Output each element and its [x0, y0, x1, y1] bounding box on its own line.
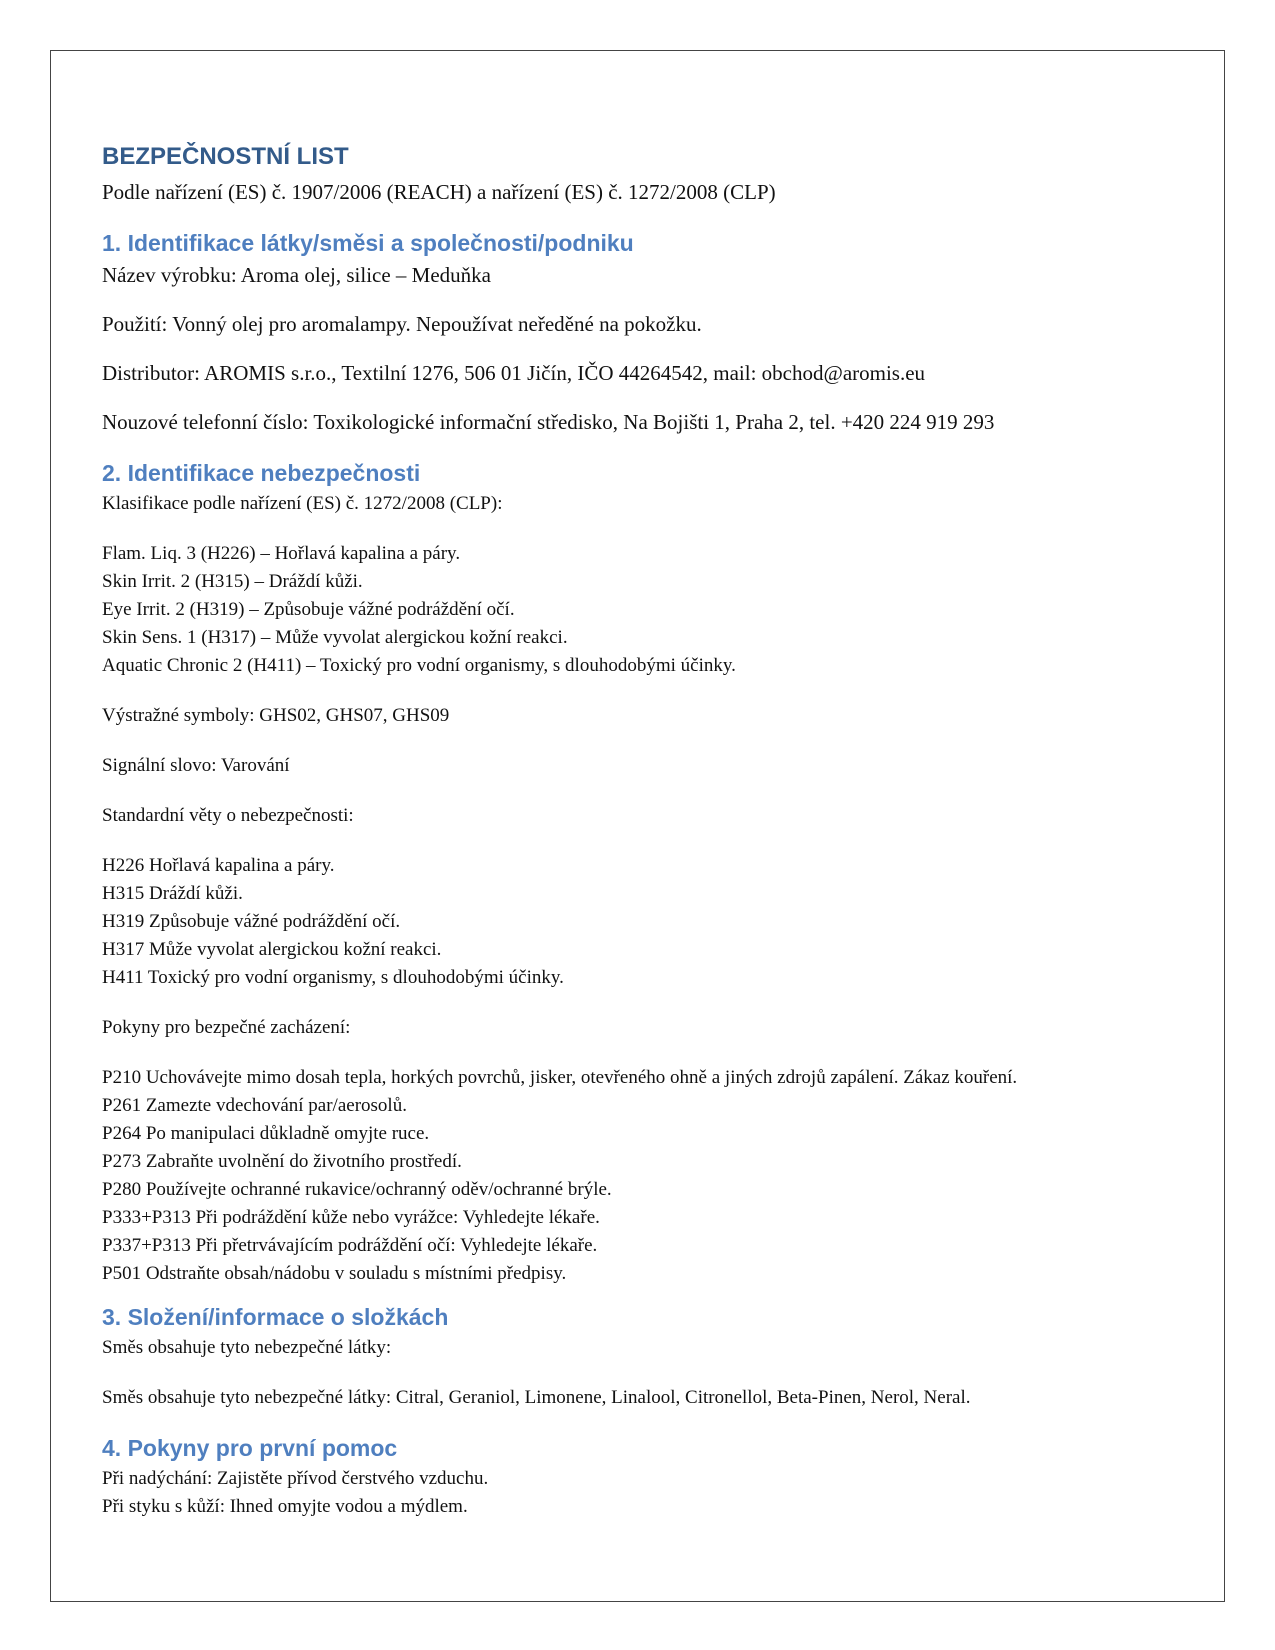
document-content	[102, 137, 1222, 1521]
section-4-heading: 4. Pokyny pro první pomoc	[102, 1435, 398, 1461]
p-statement: P333+P313 Při podráždění kůže nebo vyrážce: Vyhledejte lékaře.	[102, 1207, 600, 1228]
p-statement: P264 Po manipulaci důkladně omyjte ruce.	[102, 1123, 430, 1144]
p-statement: P273 Zabraňte uvolnění do životního prostředí.	[102, 1151, 462, 1172]
h-statement: H319 Způsobuje vážné podráždění očí.	[102, 911, 401, 932]
p-statement: P261 Zamezte vdechování par/aerosolů.	[102, 1095, 407, 1116]
distributor: Distributor: AROMIS s.r.o., Textilní 1276, 506 01 Jičín, IČO 44264542, mail: obchod@aromis.eu	[102, 361, 926, 385]
p-statements-label: Pokyny pro bezpečné zacházení:	[102, 1017, 351, 1038]
p-statement: P280 Používejte ochranné rukavice/ochranný oděv/ochranné brýle.	[102, 1179, 612, 1200]
classification-item: Eye Irrit. 2 (H319) – Způsobuje vážné podráždění očí.	[102, 599, 515, 620]
first-aid-inhalation: Při nadýchání: Zajistěte přívod čerstvého vzduchu.	[102, 1468, 489, 1489]
classification-item: Flam. Liq. 3 (H226) – Hořlavá kapalina a páry.	[102, 543, 461, 564]
classification-item: Aquatic Chronic 2 (H411) – Toxický pro vodní organismy, s dlouhodobými účinky.	[102, 655, 736, 676]
emergency-phone: Nouzové telefonní číslo: Toxikologické informační středisko, Na Bojišti 1, Praha 2, tel. +420 224 919 293	[102, 410, 995, 434]
h-statement: H315 Dráždí kůži.	[102, 883, 243, 904]
signal-word: Signální slovo: Varování	[102, 755, 290, 776]
section-1-heading: 1. Identifikace látky/směsi a společnosti/podniku	[102, 230, 634, 256]
hazardous-substances: Směs obsahuje tyto nebezpečné látky: Citral, Geraniol, Limonene, Linalool, Citronellol, Beta-Pinen, Nerol, Neral.	[102, 1387, 971, 1408]
composition-intro: Směs obsahuje tyto nebezpečné látky:	[102, 1337, 392, 1358]
product-name: Název výrobku: Aroma olej, silice – Meduňka	[102, 263, 491, 287]
h-statements-label: Standardní věty o nebezpečnosti:	[102, 805, 354, 826]
classification-item: Skin Irrit. 2 (H315) – Dráždí kůži.	[102, 571, 363, 592]
document-subtitle: Podle nařízení (ES) č. 1907/2006 (REACH) a nařízení (ES) č. 1272/2008 (CLP)	[102, 180, 776, 204]
section-2-heading: 2. Identifikace nebezpečnosti	[102, 460, 421, 486]
p-statement: P210 Uchovávejte mimo dosah tepla, horkých povrchů, jisker, otevřeného ohně a jiných zdrojů zapálení. Zákaz kouření.	[102, 1067, 1018, 1088]
document-page	[50, 50, 1225, 1602]
section-3-heading: 3. Složení/informace o složkách	[102, 1304, 449, 1330]
classification-item: Skin Sens. 1 (H317) – Může vyvolat alergickou kožní reakci.	[102, 627, 568, 648]
document-title: BEZPEČNOSTNÍ LIST	[102, 143, 349, 170]
first-aid-skin: Při styku s kůží: Ihned omyjte vodou a mýdlem.	[102, 1496, 468, 1517]
classification-label: Klasifikace podle nařízení (ES) č. 1272/2008 (CLP):	[102, 493, 503, 514]
h-statement: H317 Může vyvolat alergickou kožní reakci.	[102, 939, 442, 960]
h-statement: H226 Hořlavá kapalina a páry.	[102, 855, 335, 876]
h-statement: H411 Toxický pro vodní organismy, s dlouhodobými účinky.	[102, 967, 564, 988]
p-statement: P501 Odstraňte obsah/nádobu v souladu s místními předpisy.	[102, 1263, 567, 1284]
product-use: Použití: Vonný olej pro aromalampy. Nepoužívat neředěné na pokožku.	[102, 312, 702, 336]
hazard-symbols: Výstražné symboly: GHS02, GHS07, GHS09	[102, 705, 450, 726]
p-statement: P337+P313 Při přetrvávajícím podráždění očí: Vyhledejte lékaře.	[102, 1235, 598, 1256]
